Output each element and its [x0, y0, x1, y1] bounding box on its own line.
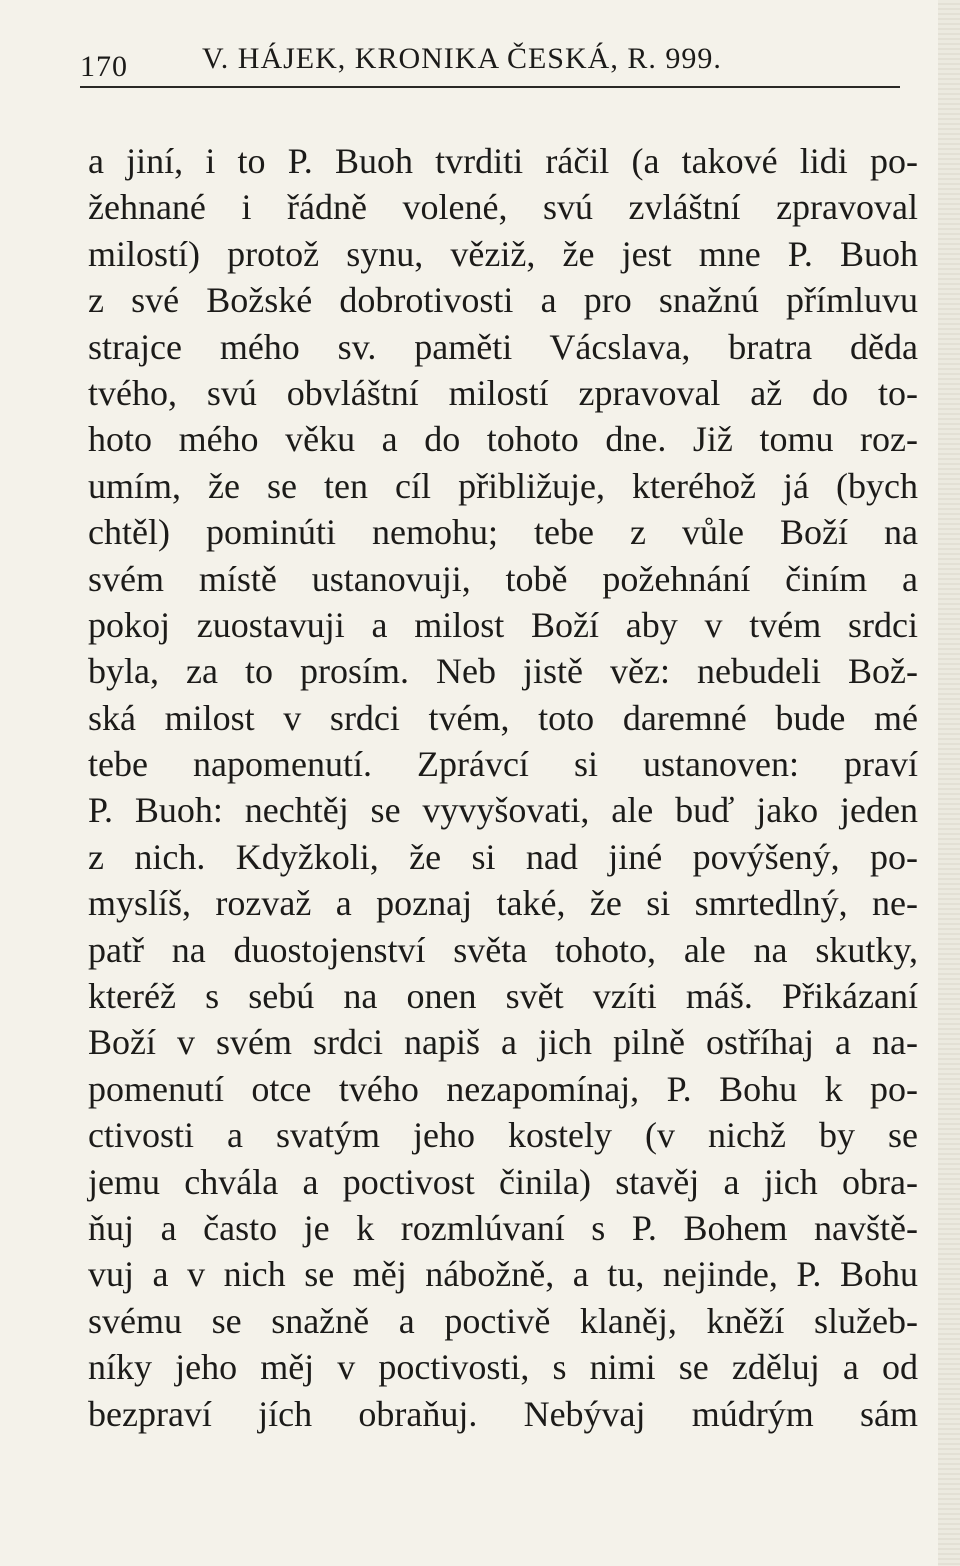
- text-line: níky jeho měj v poctivosti, s nimi se zděluj a od: [88, 1347, 918, 1388]
- text-line: z své Božské dobrotivosti a pro snažnú přímluvu: [88, 280, 918, 321]
- text-line: z nich. Kdyžkoli, že si nad jiné povýšený, po-: [88, 836, 918, 877]
- text-line: umím, že se ten cíl přibližuje, kteréhož já (bych: [88, 465, 918, 506]
- text-line: a jiní, i to P. Buoh tvrditi ráčil (a takové lidi po-: [88, 141, 918, 181]
- text-line: kteréž s sebú na onen svět vzíti máš. Přikázaní: [88, 976, 918, 1017]
- text-line: hoto mého věku a do tohoto dne. Již tomu roz-: [88, 419, 918, 460]
- text-line: tebe napomenutí. Zprávcí si ustanoven: praví: [88, 744, 918, 785]
- text-line: strajce mého sv. paměti Vácslava, bratra děda: [88, 326, 918, 367]
- text-line: chtěl) pominúti nemohu; tebe z vůle Boží na: [88, 512, 918, 553]
- page-header: [80, 42, 900, 86]
- text-line: myslíš, rozvaž a poznaj také, že si smrtedlný, ne-: [88, 883, 918, 924]
- text-line: byla, za to prosím. Neb jistě věz: nebudeli Bož-: [88, 651, 918, 692]
- text-line: Boží v svém srdci napiš a jich pilně ostříhaj a na-: [88, 1022, 918, 1063]
- text-line: ská milost v srdci tvém, toto daremné bude mé: [88, 697, 918, 738]
- text-line: svém místě ustanovuji, tobě požehnání činím a: [88, 558, 918, 599]
- text-line: pomenutí otce tvého nezapomínaj, P. Bohu k po-: [88, 1068, 918, 1109]
- text-line: bezpraví jích obraňuj. Nebývaj múdrým sám: [88, 1393, 918, 1434]
- text-line: ctivosti a svatým jeho kostely (v nichž by se: [88, 1115, 918, 1156]
- body-text: [88, 138, 918, 1437]
- text-line: jemu chvála a poctivost činila) stavěj a jich obra-: [88, 1161, 918, 1202]
- text-line: milostí) protož synu, věziž, že jest mne P. Buoh: [88, 233, 918, 274]
- text-line: P. Buoh: nechtěj se vyvyšovati, ale buď jako jeden: [88, 790, 918, 831]
- header-rule: [80, 86, 900, 88]
- text-line: patř na duostojenství světa tohoto, ale na skutky,: [88, 929, 918, 970]
- text-line: žehnané i řádně volené, svú zvláštní zpravoval: [88, 187, 918, 228]
- text-line: ňuj a často je k rozmlúvaní s P. Bohem navště-: [88, 1207, 918, 1248]
- text-line: tvého, svú obvláštní milostí zpravoval až do to-: [88, 372, 918, 413]
- running-title: V. HÁJEK, KRONIKA ČESKÁ, R. 999.: [202, 42, 722, 75]
- text-line: svému se snažně a poctivě klaněj, kněží služeb-: [88, 1300, 918, 1341]
- text-line: vuj a v nich se měj nábožně, a tu, nejinde, P. Bohu: [88, 1254, 918, 1295]
- text-line: pokoj zuostavuji a milost Boží aby v tvém srdci: [88, 604, 918, 645]
- page-number: 170: [80, 50, 128, 83]
- page-edge: [938, 0, 960, 1566]
